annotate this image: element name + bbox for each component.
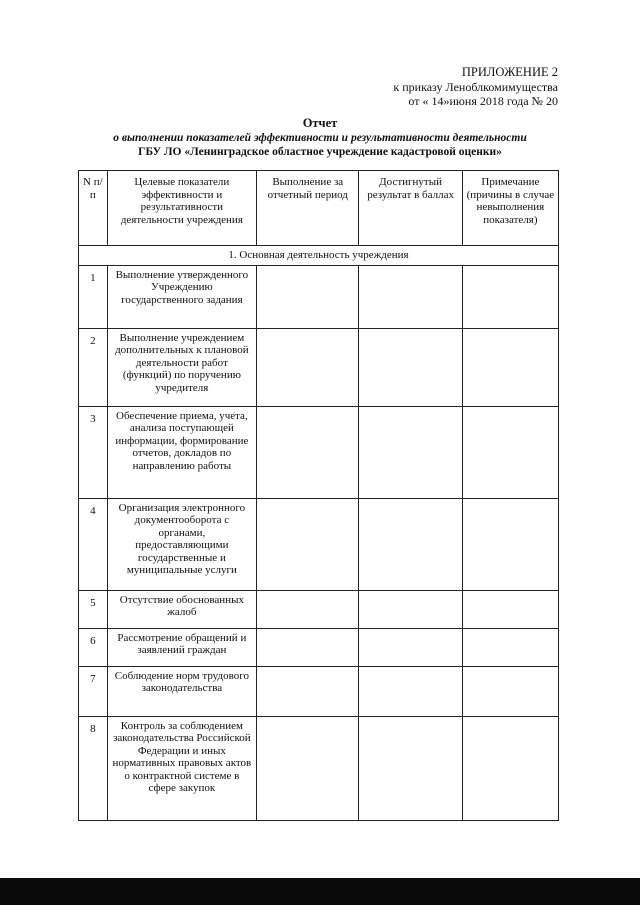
row-execution <box>257 328 359 406</box>
row-num: 1 <box>79 265 108 328</box>
section-title: 1. Основная деятельность учреждения <box>79 246 559 266</box>
row-execution <box>257 406 359 498</box>
appendix-block <box>393 65 558 108</box>
organization-name: ГБУ ЛО «Ленинградское областное учреждение кадастровой оценки» <box>138 146 502 158</box>
report-heading <box>0 116 640 159</box>
row-achieved <box>359 666 462 716</box>
appendix-order-line: к приказу Леноблкомимущества <box>393 80 558 94</box>
table-row <box>79 666 559 716</box>
row-num: 6 <box>79 628 108 666</box>
row-achieved <box>359 265 462 328</box>
row-indicator: Отсутствие обоснованных жалоб <box>107 590 256 628</box>
header-num: N п/п <box>79 171 108 246</box>
row-num: 8 <box>79 716 108 820</box>
row-achieved <box>359 406 462 498</box>
row-num: 7 <box>79 666 108 716</box>
report-table <box>78 170 559 821</box>
row-execution <box>257 666 359 716</box>
row-note <box>462 628 558 666</box>
header-execution: Выполнение за отчетный период <box>257 171 359 246</box>
row-note <box>462 666 558 716</box>
row-execution <box>257 498 359 590</box>
table-row <box>79 406 559 498</box>
row-num: 5 <box>79 590 108 628</box>
row-execution <box>257 716 359 820</box>
table-header-row <box>79 171 559 246</box>
row-achieved <box>359 328 462 406</box>
table-row <box>79 590 559 628</box>
row-note <box>462 590 558 628</box>
row-indicator: Выполнение утвержденного Учреждению государственного задания <box>107 265 256 328</box>
row-note <box>462 406 558 498</box>
scan-bottom-band <box>0 878 640 905</box>
row-indicator: Соблюдение норм трудового законодательства <box>107 666 256 716</box>
row-indicator: Рассмотрение обращений и заявлений граждан <box>107 628 256 666</box>
row-note <box>462 498 558 590</box>
row-note <box>462 716 558 820</box>
header-indicator: Целевые показатели эффективности и результативности деятельности учреждения <box>107 171 256 246</box>
row-execution <box>257 265 359 328</box>
row-indicator: Контроль за соблюдением законодательства Российской Федерации и иных нормативных правовых актов о контрактной системе в сфере закупок <box>107 716 256 820</box>
section-row <box>79 246 559 266</box>
row-achieved <box>359 498 462 590</box>
row-note <box>462 328 558 406</box>
row-achieved <box>359 716 462 820</box>
report-subtitle: о выполнении показателей эффективности и результативности деятельности <box>113 132 527 144</box>
row-num: 4 <box>79 498 108 590</box>
header-note: Примечание (причины в случае невыполнения показателя) <box>462 171 558 246</box>
table-row <box>79 716 559 820</box>
row-note <box>462 265 558 328</box>
appendix-title: ПРИЛОЖЕНИЕ 2 <box>461 65 558 79</box>
row-indicator: Организация электронного документооборота с органами, предоставляющими государственные и муниципальные услуги <box>107 498 256 590</box>
row-indicator: Обеспечение приема, учета, анализа поступающей информации, формирование отчетов, докладов по направлению работы <box>107 406 256 498</box>
report-title: Отчет <box>302 116 338 130</box>
table-row <box>79 328 559 406</box>
row-num: 3 <box>79 406 108 498</box>
appendix-date-line: от « 14»июня 2018 года № 20 <box>408 94 558 108</box>
table-row <box>79 498 559 590</box>
header-achieved: Достигнутый результат в баллах <box>359 171 462 246</box>
row-execution <box>257 628 359 666</box>
row-num: 2 <box>79 328 108 406</box>
table-row <box>79 628 559 666</box>
row-achieved <box>359 628 462 666</box>
row-indicator: Выполнение учреждением дополнительных к плановой деятельности работ (функций) по поручению учредителя <box>107 328 256 406</box>
row-execution <box>257 590 359 628</box>
row-achieved <box>359 590 462 628</box>
table-row <box>79 265 559 328</box>
